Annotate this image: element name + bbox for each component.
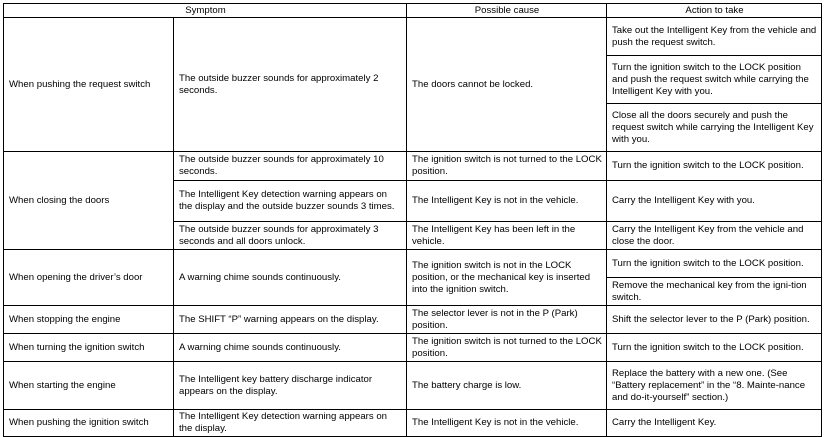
- action-cell: Carry the Intelligent Key from the vehicle and close the door.: [607, 222, 822, 250]
- symptom-detail-cell: The outside buzzer sounds for approximately 2 seconds.: [174, 18, 407, 152]
- action-cell: Take out the Intelligent Key from the vehicle and push the request switch.: [607, 18, 822, 56]
- table-row: [4, 306, 822, 334]
- table-row: [4, 410, 822, 437]
- action-cell: Remove the mechanical key from the igni-tion switch.: [607, 278, 822, 306]
- symptom-cell: When closing the doors: [4, 152, 174, 250]
- symptom-detail-cell: A warning chime sounds continuously.: [174, 250, 407, 306]
- symptom-cell: When pushing the request switch: [4, 18, 174, 152]
- table-row: [4, 250, 822, 278]
- troubleshooting-sheet: [3, 3, 821, 434]
- cause-cell: The selector lever is not in the P (Park) position.: [407, 306, 607, 334]
- action-cell: Turn the ignition switch to the LOCK position.: [607, 250, 822, 278]
- symptom-cell: When starting the engine: [4, 362, 174, 410]
- action-cell: Carry the Intelligent Key with you.: [607, 181, 822, 222]
- cause-cell: The ignition switch is not turned to the LOCK position.: [407, 152, 607, 181]
- action-cell: Close all the doors securely and push the request switch while carrying the Intelligent Key with you.: [607, 104, 822, 152]
- symptom-cell: When stopping the engine: [4, 306, 174, 334]
- symptom-detail-cell: The SHIFT “P” warning appears on the display.: [174, 306, 407, 334]
- symptom-detail-cell: A warning chime sounds continuously.: [174, 334, 407, 362]
- cause-cell: The Intelligent Key has been left in the vehicle.: [407, 222, 607, 250]
- symptom-detail-cell: The Intelligent Key detection warning appears on the display.: [174, 410, 407, 437]
- header-action: Action to take: [607, 4, 822, 18]
- cause-cell: The Intelligent Key is not in the vehicle.: [407, 410, 607, 437]
- table-row: [4, 362, 822, 410]
- symptom-detail-cell: The Intelligent key battery discharge indicator appears on the display.: [174, 362, 407, 410]
- symptom-cell: When pushing the ignition switch: [4, 410, 174, 437]
- action-cell: Replace the battery with a new one. (See “Battery replacement” in the “8. Mainte-nance and do-it-yourself” section.): [607, 362, 822, 410]
- table-row: [4, 334, 822, 362]
- action-cell: Shift the selector lever to the P (Park) position.: [607, 306, 822, 334]
- cause-cell: The doors cannot be locked.: [407, 18, 607, 152]
- troubleshooting-table: [3, 3, 822, 437]
- action-cell: Turn the ignition switch to the LOCK position and push the request switch while carrying the Intelligent Key with you.: [607, 56, 822, 104]
- symptom-cell: When turning the ignition switch: [4, 334, 174, 362]
- cause-cell: The Intelligent Key is not in the vehicle.: [407, 181, 607, 222]
- cause-cell: The battery charge is low.: [407, 362, 607, 410]
- cause-cell: The ignition switch is not turned to the LOCK position.: [407, 334, 607, 362]
- header-row: [4, 4, 822, 18]
- action-cell: Turn the ignition switch to the LOCK position.: [607, 334, 822, 362]
- cause-cell: The ignition switch is not in the LOCK position, or the mechanical key is inserted into the ignition switch.: [407, 250, 607, 306]
- header-possible-cause: Possible cause: [407, 4, 607, 18]
- action-cell: Carry the Intelligent Key.: [607, 410, 822, 437]
- symptom-detail-cell: The Intelligent Key detection warning appears on the display and the outside buzzer sounds 3 times.: [174, 181, 407, 222]
- header-symptom: Symptom: [4, 4, 407, 18]
- symptom-detail-cell: The outside buzzer sounds for approximately 10 seconds.: [174, 152, 407, 181]
- symptom-cell: When opening the driver’s door: [4, 250, 174, 306]
- table-row: [4, 152, 822, 181]
- table-row: [4, 18, 822, 56]
- action-cell: Turn the ignition switch to the LOCK position.: [607, 152, 822, 181]
- symptom-detail-cell: The outside buzzer sounds for approximately 3 seconds and all doors unlock.: [174, 222, 407, 250]
